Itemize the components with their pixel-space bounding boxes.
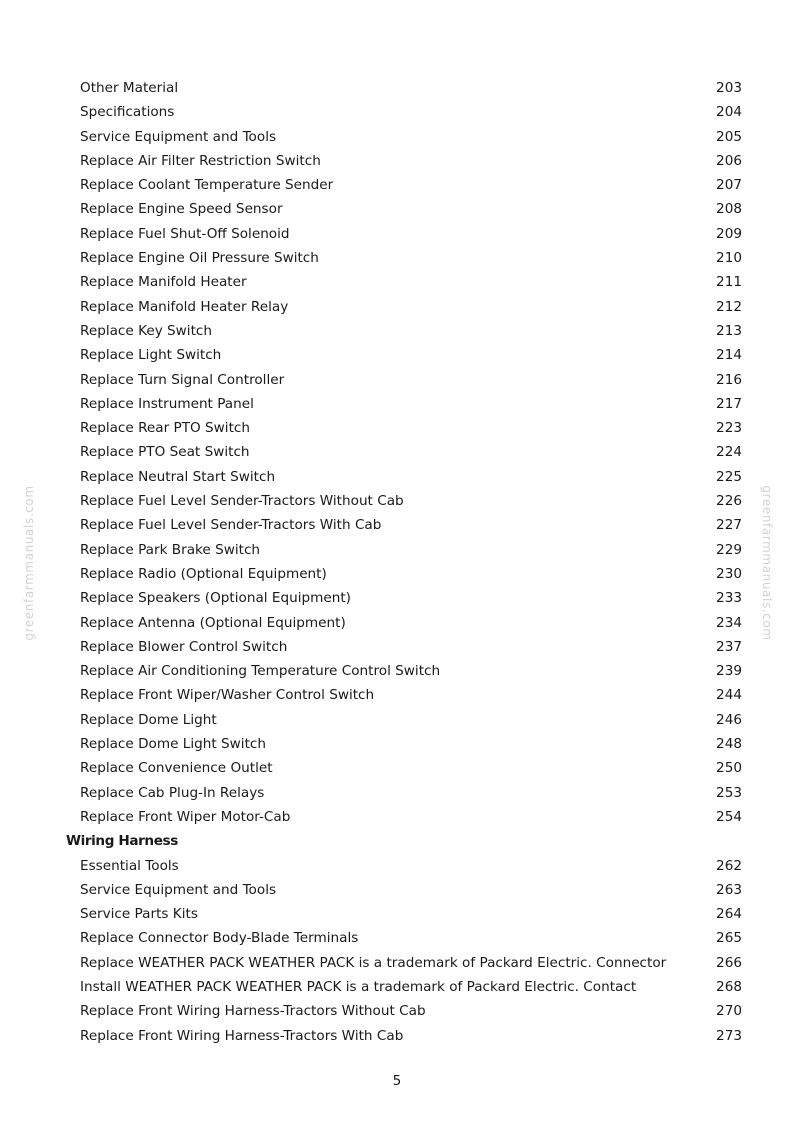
toc-entry[interactable] — [0, 76, 794, 100]
entry-title: Replace Antenna (Optional Equipment) — [80, 614, 346, 631]
entry-page-number: 230 — [716, 565, 742, 582]
entry-page-number: 206 — [716, 152, 742, 169]
entry-page-number: 266 — [716, 954, 742, 971]
entry-title: Replace Front Wiper Motor-Cab — [80, 808, 291, 825]
entry-page-number: 254 — [716, 808, 742, 825]
entry-title: Replace Neutral Start Switch — [80, 468, 276, 485]
toc-entry[interactable] — [0, 465, 794, 489]
entry-page-number: 244 — [716, 687, 742, 704]
toc-entry[interactable] — [0, 149, 794, 173]
entry-title: Replace Front Wiring Harness-Tractors With Cab — [80, 1027, 404, 1044]
toc-entry[interactable] — [0, 586, 794, 610]
toc-entry[interactable] — [0, 975, 794, 999]
entry-page-number: 248 — [716, 736, 742, 753]
entry-title: Replace Fuel Level Sender-Tractors Without Cab — [80, 493, 404, 510]
entry-title: Replace PTO Seat Switch — [80, 444, 250, 461]
entry-page-number: 208 — [716, 201, 742, 218]
toc-entry[interactable] — [0, 295, 794, 319]
toc-entry[interactable] — [0, 538, 794, 562]
toc-entry[interactable] — [0, 926, 794, 950]
entry-page-number: 233 — [716, 590, 742, 607]
entry-page-number: 225 — [716, 468, 742, 485]
toc-entry[interactable] — [0, 392, 794, 416]
watermark-left: greenfarmmanuals.com — [22, 485, 36, 641]
entry-title: Replace Air Conditioning Temperature Control Switch — [80, 663, 441, 680]
entry-title: Install WEATHER PACK WEATHER PACK is a trademark of Packard Electric. Contact — [80, 978, 637, 995]
entry-title: Replace Coolant Temperature Sender — [80, 177, 334, 194]
entry-title: Service Equipment and Tools — [80, 128, 277, 145]
entry-page-number: 204 — [716, 104, 742, 121]
page-number: 5 — [392, 1073, 402, 1089]
entry-title: Replace Manifold Heater Relay — [80, 298, 289, 315]
toc-entry[interactable] — [0, 659, 794, 683]
entry-page-number: 213 — [716, 322, 742, 339]
toc-entry[interactable] — [0, 173, 794, 197]
entry-title: Replace Engine Oil Pressure Switch — [80, 250, 319, 267]
entry-title: Replace Blower Control Switch — [80, 638, 288, 655]
toc-entry[interactable] — [0, 878, 794, 902]
entry-page-number: 205 — [716, 128, 742, 145]
entry-page-number: 226 — [716, 493, 742, 510]
entry-title: Replace Dome Light Switch — [80, 736, 266, 753]
entry-title: Replace Cab Plug-In Relays — [80, 784, 265, 801]
toc-entry[interactable] — [0, 781, 794, 805]
entry-page-number: 250 — [716, 760, 742, 777]
entry-title: Replace Radio (Optional Equipment) — [80, 565, 327, 582]
entry-page-number: 207 — [716, 177, 742, 194]
toc-entry[interactable] — [0, 100, 794, 124]
entry-title: Replace Front Wiper/Washer Control Switch — [80, 687, 375, 704]
entry-page-number: 264 — [716, 906, 742, 923]
toc-entry[interactable] — [0, 611, 794, 635]
toc-section-heading[interactable] — [0, 829, 794, 853]
entry-title: Replace Light Switch — [80, 347, 222, 364]
entry-page-number: 273 — [716, 1027, 742, 1044]
toc-entry[interactable] — [0, 854, 794, 878]
entry-page-number: 234 — [716, 614, 742, 631]
toc-entry[interactable] — [0, 270, 794, 294]
entry-title: Replace Fuel Shut-Off Solenoid — [80, 225, 290, 242]
entry-title: Replace Turn Signal Controller — [80, 371, 285, 388]
toc-entry[interactable] — [0, 732, 794, 756]
toc-entry[interactable] — [0, 343, 794, 367]
entry-page-number: 253 — [716, 784, 742, 801]
entry-page-number: 270 — [716, 1003, 742, 1020]
entry-title: Replace Instrument Panel — [80, 395, 254, 412]
toc-entry[interactable] — [0, 805, 794, 829]
entry-page-number: 212 — [716, 298, 742, 315]
entry-page-number: 217 — [716, 395, 742, 412]
toc-entry[interactable] — [0, 513, 794, 537]
entry-title: Replace Engine Speed Sensor — [80, 201, 283, 218]
toc-entry[interactable] — [0, 368, 794, 392]
toc-entry[interactable] — [0, 440, 794, 464]
toc-entry[interactable] — [0, 416, 794, 440]
entry-title: Replace Front Wiring Harness-Tractors Without Cab — [80, 1003, 426, 1020]
entry-title: Replace Park Brake Switch — [80, 541, 261, 558]
entry-page-number: 227 — [716, 517, 742, 534]
toc-entry[interactable] — [0, 902, 794, 926]
entry-page-number: 237 — [716, 638, 742, 655]
toc-entry[interactable] — [0, 1024, 794, 1048]
entry-title: Other Material — [80, 80, 179, 96]
entry-title: Replace Dome Light — [80, 711, 217, 728]
toc-entry[interactable] — [0, 222, 794, 246]
entry-title: Replace Manifold Heater — [80, 274, 247, 291]
entry-page-number: 239 — [716, 663, 742, 680]
toc-entry[interactable] — [0, 197, 794, 221]
entry-title: Essential Tools — [80, 857, 179, 874]
entry-page-number: 211 — [716, 274, 742, 291]
entry-title: Replace Convenience Outlet — [80, 760, 273, 777]
entry-page-number: 246 — [716, 711, 742, 728]
toc-entry[interactable] — [0, 999, 794, 1023]
toc-entry[interactable] — [0, 951, 794, 975]
entry-page-number: 214 — [716, 347, 742, 364]
watermark-right: greenfarmmanuals.com — [760, 485, 774, 641]
toc-entry[interactable] — [0, 683, 794, 707]
toc-entry[interactable] — [0, 708, 794, 732]
toc-entry[interactable] — [0, 125, 794, 149]
entry-page-number: 265 — [716, 930, 742, 947]
entry-title: Replace Fuel Level Sender-Tractors With Cab — [80, 517, 382, 534]
table-of-contents — [0, 76, 794, 1048]
toc-entry[interactable] — [0, 319, 794, 343]
entry-page-number: 203 — [716, 80, 742, 96]
entry-title: Replace WEATHER PACK WEATHER PACK is a trademark of Packard Electric. Connector — [80, 954, 667, 971]
entry-page-number: 262 — [716, 857, 742, 874]
entry-page-number: 229 — [716, 541, 742, 558]
entry-page-number: 209 — [716, 225, 742, 242]
entry-title: Service Parts Kits — [80, 906, 198, 923]
entry-page-number: 210 — [716, 250, 742, 267]
toc-entry[interactable] — [0, 635, 794, 659]
entry-title: Replace Air Filter Restriction Switch — [80, 152, 321, 169]
entry-title: Service Equipment and Tools — [80, 881, 277, 898]
entry-page-number: 216 — [716, 371, 742, 388]
entry-title: Specifications — [80, 104, 175, 121]
section-title: Wiring Harness — [66, 833, 178, 850]
entry-page-number: 268 — [716, 978, 742, 995]
entry-page-number: 263 — [716, 881, 742, 898]
toc-entry[interactable] — [0, 246, 794, 270]
entry-page-number: 223 — [716, 420, 742, 437]
toc-entry[interactable] — [0, 756, 794, 780]
entry-title: Replace Speakers (Optional Equipment) — [80, 590, 351, 607]
toc-entry[interactable] — [0, 562, 794, 586]
entry-page-number: 224 — [716, 444, 742, 461]
toc-entry[interactable] — [0, 489, 794, 513]
entry-title: Replace Rear PTO Switch — [80, 420, 250, 437]
entry-title: Replace Connector Body-Blade Terminals — [80, 930, 359, 947]
entry-title: Replace Key Switch — [80, 322, 213, 339]
